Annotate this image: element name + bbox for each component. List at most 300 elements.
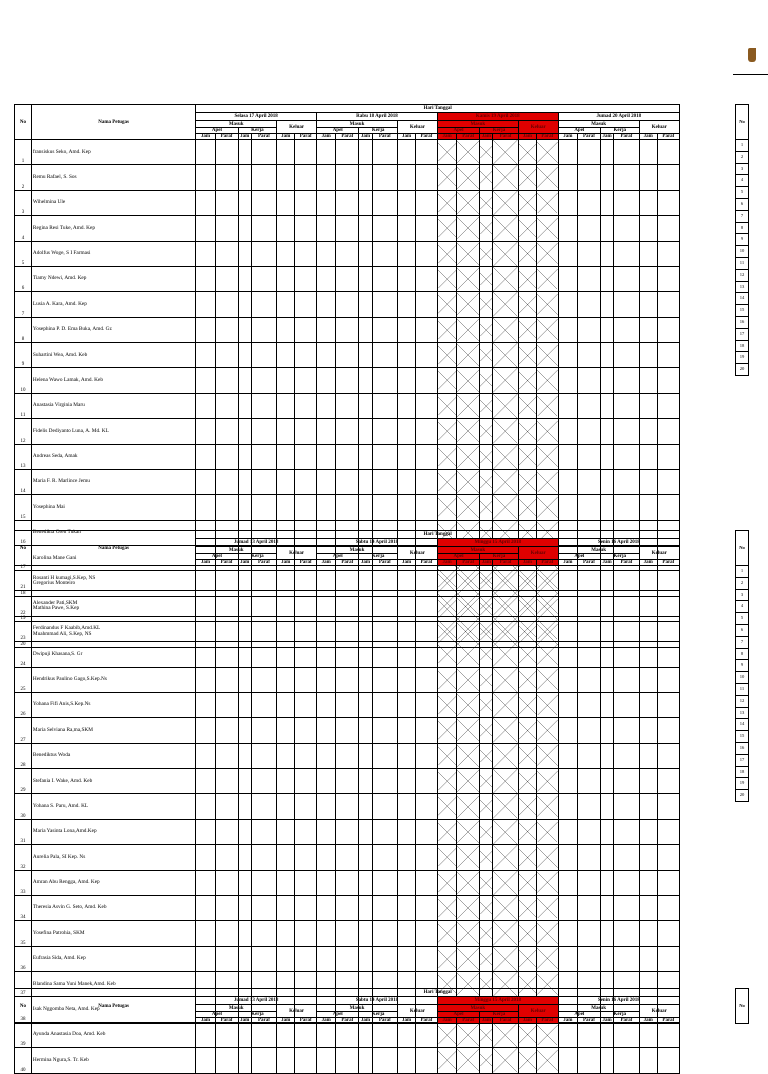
crossed-out-cell xyxy=(518,419,536,444)
crossed-out-cell xyxy=(536,140,558,165)
empty-cell xyxy=(639,419,657,444)
empty-cell xyxy=(397,819,415,844)
officer-name: Helena Wawo Lamak, Amd. Keb xyxy=(31,368,195,393)
empty-cell xyxy=(578,292,601,317)
paraf-header: Paraf xyxy=(336,134,359,140)
empty-cell xyxy=(317,317,336,342)
crossed-out-cell xyxy=(437,566,456,591)
empty-cell xyxy=(238,444,251,469)
officer-name: Benediktus Woda xyxy=(31,743,195,768)
crossed-out-cell xyxy=(437,642,456,667)
empty-cell xyxy=(277,591,295,616)
empty-cell xyxy=(295,1022,317,1047)
crossed-out-cell xyxy=(437,140,456,165)
empty-cell xyxy=(639,819,657,844)
empty-cell xyxy=(336,769,359,794)
empty-cell xyxy=(657,419,679,444)
empty-cell xyxy=(372,216,397,241)
empty-cell xyxy=(251,921,276,946)
row-number: 16 xyxy=(15,520,32,545)
empty-cell xyxy=(600,718,613,743)
apel-header: Apel xyxy=(437,128,479,134)
empty-cell xyxy=(359,946,372,971)
officer-name: Fidelis Dediyanto Luna, A. Md. KL xyxy=(31,419,195,444)
empty-cell xyxy=(600,591,613,616)
empty-cell xyxy=(397,444,415,469)
empty-cell xyxy=(336,1048,359,1073)
empty-cell xyxy=(600,393,613,418)
officer-name: Adolfus Woge, S I Farmasi xyxy=(31,241,195,266)
crossed-out-cell xyxy=(493,946,518,971)
empty-cell xyxy=(277,317,295,342)
empty-cell xyxy=(397,140,415,165)
crossed-out-cell xyxy=(457,216,480,241)
empty-cell xyxy=(336,566,359,591)
crossed-out-cell xyxy=(437,845,456,870)
empty-cell xyxy=(196,642,215,667)
empty-cell xyxy=(196,1022,215,1047)
crossed-out-cell xyxy=(457,566,480,591)
empty-cell xyxy=(600,819,613,844)
empty-cell xyxy=(317,393,336,418)
crossed-out-cell xyxy=(518,743,536,768)
apel-header: Apel xyxy=(558,128,600,134)
crossed-out-cell xyxy=(518,667,536,692)
empty-cell xyxy=(277,190,295,215)
empty-cell xyxy=(614,368,639,393)
crossed-out-cell xyxy=(518,292,536,317)
empty-cell xyxy=(251,292,276,317)
empty-cell xyxy=(657,870,679,895)
empty-cell xyxy=(397,769,415,794)
table-row xyxy=(15,393,680,418)
crossed-out-cell xyxy=(457,1022,480,1047)
empty-cell xyxy=(372,1022,397,1047)
empty-cell xyxy=(372,895,397,920)
empty-cell xyxy=(600,1022,613,1047)
crossed-out-cell xyxy=(518,1022,536,1047)
empty-cell xyxy=(639,190,657,215)
jam-header: Jam xyxy=(437,1018,456,1024)
crossed-out-cell xyxy=(480,819,493,844)
empty-cell xyxy=(578,718,601,743)
empty-cell xyxy=(277,1022,295,1047)
empty-cell xyxy=(600,743,613,768)
empty-cell xyxy=(359,419,372,444)
side-number: 17 xyxy=(736,754,749,766)
empty-cell xyxy=(397,667,415,692)
empty-cell xyxy=(416,368,438,393)
empty-cell xyxy=(657,216,679,241)
empty-cell xyxy=(600,667,613,692)
empty-cell xyxy=(600,495,613,520)
crossed-out-cell xyxy=(518,946,536,971)
empty-cell xyxy=(295,393,317,418)
side-number-table xyxy=(735,104,749,376)
side-header-no: No xyxy=(736,989,749,1024)
empty-cell xyxy=(215,444,238,469)
empty-cell xyxy=(238,921,251,946)
empty-cell xyxy=(359,1048,372,1073)
empty-cell xyxy=(600,165,613,190)
crossed-out-cell xyxy=(437,794,456,819)
empty-cell xyxy=(416,591,438,616)
empty-cell xyxy=(657,642,679,667)
table-row xyxy=(15,266,680,291)
row-number: 5 xyxy=(15,241,32,266)
empty-cell xyxy=(614,616,639,641)
crossed-out-cell xyxy=(518,921,536,946)
crossed-out-cell xyxy=(480,266,493,291)
empty-cell xyxy=(295,692,317,717)
officer-name: Maria Yasinta Lona,Amd.Kep xyxy=(31,819,195,844)
side-number: 1 xyxy=(736,140,749,152)
empty-cell xyxy=(215,317,238,342)
empty-cell xyxy=(295,743,317,768)
row-number: 38 xyxy=(15,997,32,1022)
crossed-out-cell xyxy=(493,845,518,870)
row-number: 14 xyxy=(15,469,32,494)
empty-cell xyxy=(614,393,639,418)
empty-cell xyxy=(277,616,295,641)
empty-cell xyxy=(359,1022,372,1047)
row-number: 8 xyxy=(15,317,32,342)
paraf-header: Paraf xyxy=(416,560,438,566)
jam-header: Jam xyxy=(317,134,336,140)
keluar-header: Keluar xyxy=(518,121,558,134)
empty-cell xyxy=(295,946,317,971)
empty-cell xyxy=(295,343,317,368)
empty-cell xyxy=(215,566,238,591)
paraf-header: Paraf xyxy=(215,134,238,140)
empty-cell xyxy=(251,469,276,494)
empty-cell xyxy=(578,317,601,342)
table-row xyxy=(15,140,680,165)
empty-cell xyxy=(558,591,577,616)
empty-cell xyxy=(372,819,397,844)
jam-header: Jam xyxy=(359,560,372,566)
empty-cell xyxy=(336,895,359,920)
crossed-out-cell xyxy=(457,616,480,641)
crossed-out-cell xyxy=(536,393,558,418)
empty-cell xyxy=(416,819,438,844)
empty-cell xyxy=(558,469,577,494)
empty-cell xyxy=(558,241,577,266)
officer-name: Dwipuji Khasana,S. Gr xyxy=(31,642,195,667)
masuk-header: Masuk xyxy=(437,1005,518,1012)
crossed-out-cell xyxy=(518,819,536,844)
empty-cell xyxy=(295,845,317,870)
kerja-header: Kerja xyxy=(600,554,639,560)
jam-header: Jam xyxy=(397,134,415,140)
empty-cell xyxy=(558,921,577,946)
row-number: 27 xyxy=(15,718,32,743)
crossed-out-cell xyxy=(536,495,558,520)
empty-cell xyxy=(558,140,577,165)
empty-cell xyxy=(657,819,679,844)
officer-name: Tiamy Ndewi, Amd. Kep xyxy=(31,266,195,291)
empty-cell xyxy=(277,165,295,190)
empty-cell xyxy=(359,368,372,393)
empty-cell xyxy=(251,794,276,819)
empty-cell xyxy=(238,743,251,768)
crossed-out-cell xyxy=(457,165,480,190)
empty-cell xyxy=(277,241,295,266)
jam-header: Jam xyxy=(317,560,336,566)
jam-header: Jam xyxy=(480,560,493,566)
crossed-out-cell xyxy=(518,495,536,520)
empty-cell xyxy=(657,566,679,591)
side-number: 14 xyxy=(736,293,749,305)
empty-cell xyxy=(295,368,317,393)
table-row xyxy=(15,845,680,870)
crossed-out-cell xyxy=(480,216,493,241)
empty-cell xyxy=(196,292,215,317)
empty-cell xyxy=(277,819,295,844)
kerja-header: Kerja xyxy=(359,554,398,560)
empty-cell xyxy=(359,895,372,920)
empty-cell xyxy=(578,794,601,819)
empty-cell xyxy=(578,769,601,794)
row-number: 32 xyxy=(15,845,32,870)
paraf-header: Paraf xyxy=(416,134,438,140)
keluar-header: Keluar xyxy=(397,1005,437,1018)
crossed-out-cell xyxy=(437,266,456,291)
kerja-header: Kerja xyxy=(359,1012,398,1018)
empty-cell xyxy=(196,368,215,393)
empty-cell xyxy=(196,667,215,692)
empty-cell xyxy=(397,718,415,743)
empty-cell xyxy=(600,642,613,667)
kerja-header: Kerja xyxy=(480,128,519,134)
kerja-header: Kerja xyxy=(600,1012,639,1018)
apel-header: Apel xyxy=(317,1012,359,1018)
empty-cell xyxy=(336,743,359,768)
crossed-out-cell xyxy=(518,794,536,819)
keluar-header: Keluar xyxy=(277,121,317,134)
day-header: Sabtu 14 April 2018 xyxy=(317,539,438,547)
jam-header: Jam xyxy=(639,1018,657,1024)
empty-cell xyxy=(416,317,438,342)
officer-name: Karolina Mane Gani xyxy=(31,546,195,571)
crossed-out-cell xyxy=(480,343,493,368)
empty-cell xyxy=(238,819,251,844)
crossed-out-cell xyxy=(493,140,518,165)
empty-cell xyxy=(196,870,215,895)
crossed-out-cell xyxy=(536,292,558,317)
officer-name: Benedikta Oren Tukan xyxy=(31,520,195,545)
empty-cell xyxy=(397,393,415,418)
empty-cell xyxy=(416,718,438,743)
empty-cell xyxy=(196,444,215,469)
side-number: 16 xyxy=(736,742,749,754)
empty-cell xyxy=(238,419,251,444)
empty-cell xyxy=(336,216,359,241)
empty-cell xyxy=(295,469,317,494)
empty-cell xyxy=(578,895,601,920)
side-number: 6 xyxy=(736,198,749,210)
row-number: 31 xyxy=(15,819,32,844)
masuk-header: Masuk xyxy=(437,121,518,128)
keluar-header: Keluar xyxy=(397,121,437,134)
empty-cell xyxy=(215,343,238,368)
crossed-out-cell xyxy=(437,343,456,368)
crossed-out-cell xyxy=(536,591,558,616)
crossed-out-cell xyxy=(480,946,493,971)
empty-cell xyxy=(397,1048,415,1073)
empty-cell xyxy=(639,444,657,469)
empty-cell xyxy=(196,794,215,819)
empty-cell xyxy=(336,642,359,667)
row-number: 33 xyxy=(15,870,32,895)
crossed-out-cell xyxy=(518,266,536,291)
empty-cell xyxy=(416,140,438,165)
empty-cell xyxy=(657,616,679,641)
crossed-out-cell xyxy=(493,819,518,844)
side-number: 3 xyxy=(736,163,749,175)
empty-cell xyxy=(251,216,276,241)
empty-cell xyxy=(251,190,276,215)
side-number: 4 xyxy=(736,175,749,187)
apel-header: Apel xyxy=(317,554,359,560)
row-number: 11 xyxy=(15,393,32,418)
side-number: 15 xyxy=(736,731,749,743)
empty-cell xyxy=(600,946,613,971)
empty-cell xyxy=(657,165,679,190)
crossed-out-cell xyxy=(437,419,456,444)
crossed-out-cell xyxy=(437,870,456,895)
empty-cell xyxy=(359,393,372,418)
row-number: 6 xyxy=(15,266,32,291)
officer-name: Yosefina Patrohia, SKM xyxy=(31,921,195,946)
column-header-nama-petugas: Nama Petugas xyxy=(31,105,195,140)
crossed-out-cell xyxy=(536,794,558,819)
side-number: 16 xyxy=(736,316,749,328)
crossed-out-cell xyxy=(493,165,518,190)
empty-cell xyxy=(372,266,397,291)
empty-cell xyxy=(578,946,601,971)
officer-name: fransiskus Seko, Amd. Kep xyxy=(31,140,195,165)
empty-cell xyxy=(397,743,415,768)
crossed-out-cell xyxy=(536,1022,558,1047)
side-number: 18 xyxy=(736,766,749,778)
empty-cell xyxy=(215,1022,238,1047)
side-number: 12 xyxy=(736,269,749,281)
empty-cell xyxy=(317,921,336,946)
empty-cell xyxy=(215,190,238,215)
officer-name: Aurelia Pala, SI Kep. Ns xyxy=(31,845,195,870)
empty-cell xyxy=(317,368,336,393)
jam-header: Jam xyxy=(480,134,493,140)
empty-cell xyxy=(657,845,679,870)
crossed-out-cell xyxy=(536,165,558,190)
empty-cell xyxy=(600,216,613,241)
empty-cell xyxy=(359,266,372,291)
empty-cell xyxy=(639,469,657,494)
table-row xyxy=(15,870,680,895)
crossed-out-cell xyxy=(437,743,456,768)
masuk-header: Masuk xyxy=(558,1005,639,1012)
side-number: 1 xyxy=(736,566,749,578)
apel-header: Apel xyxy=(558,554,600,560)
empty-cell xyxy=(277,216,295,241)
side-number: 17 xyxy=(736,328,749,340)
jam-header: Jam xyxy=(277,134,295,140)
empty-cell xyxy=(336,1022,359,1047)
empty-cell xyxy=(372,140,397,165)
empty-cell xyxy=(336,190,359,215)
crossed-out-cell xyxy=(536,769,558,794)
table-row xyxy=(15,1022,680,1047)
crossed-out-cell xyxy=(437,165,456,190)
paraf-header: Paraf xyxy=(536,560,558,566)
empty-cell xyxy=(657,495,679,520)
empty-cell xyxy=(215,642,238,667)
side-number: 9 xyxy=(736,234,749,246)
empty-cell xyxy=(277,444,295,469)
empty-cell xyxy=(238,495,251,520)
crossed-out-cell xyxy=(480,692,493,717)
jam-header: Jam xyxy=(317,1018,336,1024)
empty-cell xyxy=(251,667,276,692)
paraf-header: Paraf xyxy=(614,134,639,140)
empty-cell xyxy=(238,667,251,692)
attendance-table xyxy=(14,988,680,1024)
table-row xyxy=(15,794,680,819)
side-number: 2 xyxy=(736,577,749,589)
empty-cell xyxy=(578,743,601,768)
empty-cell xyxy=(295,165,317,190)
crossed-out-cell xyxy=(480,317,493,342)
crossed-out-cell xyxy=(437,591,456,616)
crossed-out-cell xyxy=(457,819,480,844)
table-row xyxy=(15,718,680,743)
table-row xyxy=(15,667,680,692)
empty-cell xyxy=(600,419,613,444)
crossed-out-cell xyxy=(493,216,518,241)
empty-cell xyxy=(295,495,317,520)
crossed-out-cell xyxy=(457,317,480,342)
empty-cell xyxy=(372,769,397,794)
empty-cell xyxy=(359,469,372,494)
apel-header: Apel xyxy=(317,128,359,134)
empty-cell xyxy=(416,642,438,667)
empty-cell xyxy=(215,140,238,165)
empty-cell xyxy=(397,921,415,946)
empty-cell xyxy=(639,216,657,241)
empty-cell xyxy=(614,743,639,768)
empty-cell xyxy=(317,616,336,641)
empty-cell xyxy=(317,743,336,768)
empty-cell xyxy=(397,216,415,241)
empty-cell xyxy=(416,469,438,494)
empty-cell xyxy=(238,642,251,667)
crossed-out-cell xyxy=(480,642,493,667)
row-number: 15 xyxy=(15,495,32,520)
empty-cell xyxy=(215,921,238,946)
crossed-out-cell xyxy=(493,870,518,895)
empty-cell xyxy=(614,642,639,667)
empty-cell xyxy=(251,444,276,469)
empty-cell xyxy=(578,1048,601,1073)
empty-cell xyxy=(416,946,438,971)
paraf-header: Paraf xyxy=(493,560,518,566)
empty-cell xyxy=(196,692,215,717)
empty-cell xyxy=(614,870,639,895)
empty-cell xyxy=(317,444,336,469)
header-hari-tanggal: Hari Tanggal xyxy=(196,531,680,539)
paraf-header: Paraf xyxy=(295,1018,317,1024)
